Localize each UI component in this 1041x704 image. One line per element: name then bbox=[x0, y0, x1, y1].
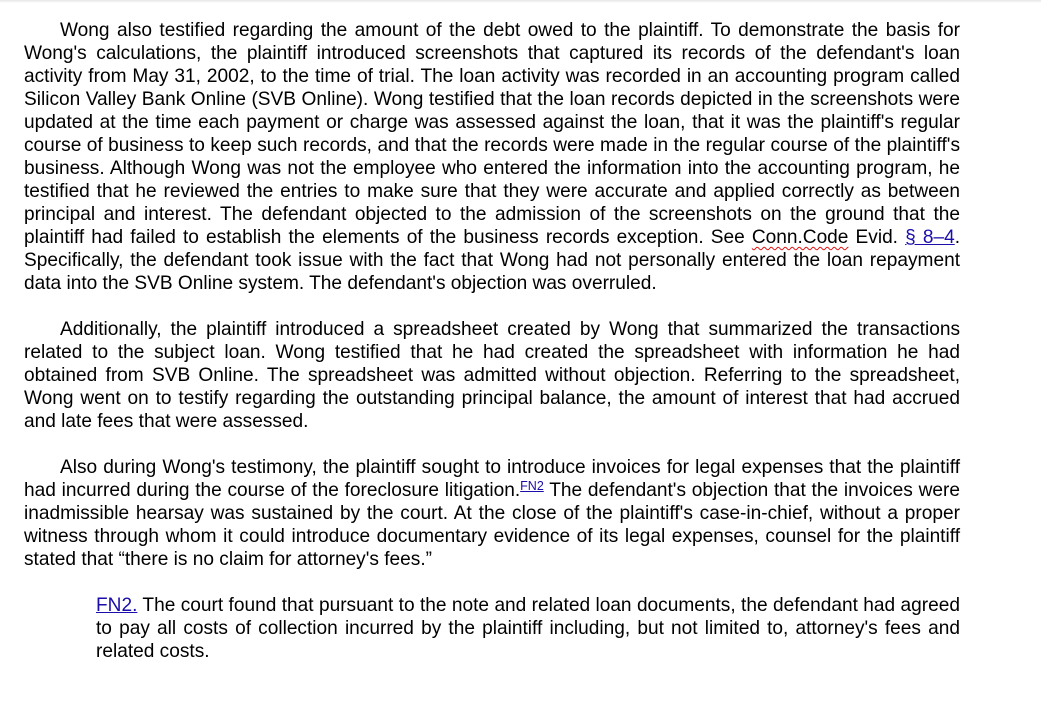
paragraph-text: . Specifically, the defendant took issue with the fact that Wong had not personally entered the loan repayment data into the SVB Online system. The defendant's objection was overruled. bbox=[24, 227, 961, 294]
footnote-ref-link[interactable]: FN2 bbox=[520, 479, 544, 493]
paragraph-legal-invoices bbox=[24, 456, 960, 571]
footnote-fn2 bbox=[96, 594, 960, 663]
paragraph-text: Also during Wong's testimony, the plaintiff sought to introduce invoices for legal expenses that the plaintiff had incurred during the course of the foreclosure litigation. bbox=[24, 457, 960, 501]
paragraph-spreadsheet bbox=[24, 318, 960, 433]
opinion-body bbox=[24, 19, 960, 686]
citation-code-name: Conn.Code bbox=[751, 227, 849, 248]
footnote-text: The court found that pursuant to the note and related loan documents, the defendant had agreed to pay all costs of collection incurred by the plaintiff including, but not limited to, attorney's fees and related costs. bbox=[96, 595, 960, 662]
paragraph-text: The defendant's objection that the invoices were inadmissible hearsay was sustained by the court. At the close of the plaintiff's case-in-chief, without a proper witness through whom it could introduce documentary evidence of its legal expenses, counsel for the plaintiff stated that “there is no claim for attorney's fees.” bbox=[24, 480, 960, 570]
paragraph-text: Additionally, the plaintiff introduced a spreadsheet created by Wong that summarized the transactions related to the subject loan. Wong testified that he had created the spreadsheet with information he had obtained from SVB Online. The spreadsheet was admitted without objection. Referring to the spreadsheet, Wong went on to testify regarding the outstanding principal balance, the amount of interest that had accrued and late fees that were assessed. bbox=[24, 319, 960, 432]
top-divider bbox=[0, 0, 1041, 3]
section-8-4-link[interactable]: § 8–4 bbox=[905, 227, 955, 248]
paragraph-text: Wong also testified regarding the amount of the debt owed to the plaintiff. To demonstrate the basis for Wong's calculations, the plaintiff introduced screenshots that captured its records of the defendant's loan activity from May 31, 2002, to the time of trial. The loan activity was recorded in an accounting program called Silicon Valley Bank Online (SVB Online). Wong testified that the loan records depicted in the screenshots were updated at the time each payment or charge was assessed against the loan, that it was the plaintiff's regular course of business to keep such records, and that the records were made in the regular course of the plaintiff's business. Although Wong was not the employee who entered the information into the accounting program, he testified that he reviewed the entries to make sure that they were accurate and applied correctly as between principal and interest. The defendant objected to the admission of the screenshots on the ground that the plaintiff had failed to establish the elements of the business records exception. See bbox=[24, 20, 960, 248]
footnote-label-link[interactable]: FN2. bbox=[96, 595, 138, 616]
footnote-ref-wrapper bbox=[520, 479, 544, 493]
paragraph-debt-testimony bbox=[24, 19, 960, 295]
paragraph-text: Evid. bbox=[848, 227, 906, 248]
